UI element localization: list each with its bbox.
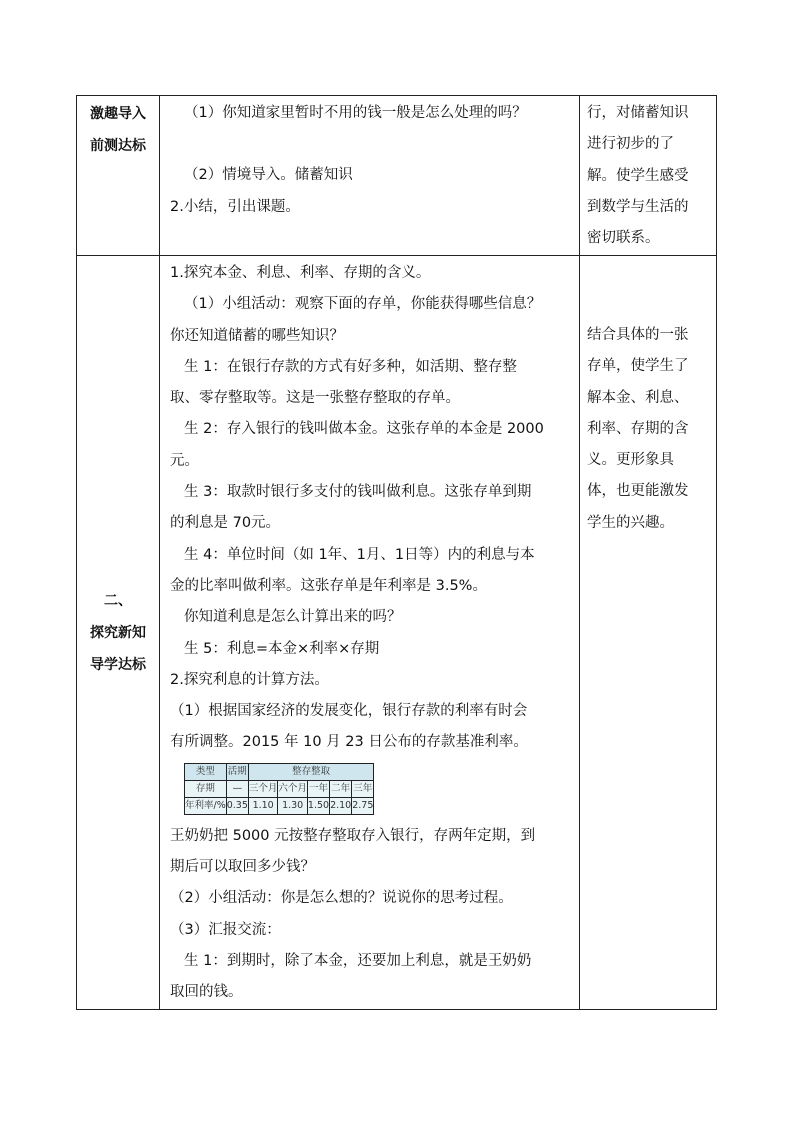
rate-table-row: [185, 763, 374, 780]
content-line: （2）小组活动：你是怎么想的？说说你的思考过程。: [170, 890, 513, 907]
content-line: （1）根据国家经济的发展变化，银行存款的利率有时会: [170, 703, 528, 720]
rate-cell: 2.75: [352, 797, 374, 814]
rate-table-row: [185, 797, 374, 814]
section-1-content-cell: [160, 96, 580, 256]
rate-cell: 三年: [352, 780, 374, 797]
stage-line: 前测达标: [90, 138, 146, 154]
blank-line: [587, 258, 712, 289]
section-2-content-cell: [160, 256, 580, 1010]
stage-line: 导学达标: [90, 657, 146, 674]
content-line: 生 2：存入银行的钱叫做本金。这张存单的本金是 2000: [184, 421, 544, 438]
deposit-rate-image: [184, 763, 573, 815]
rate-cell: 整存整取: [248, 763, 374, 780]
note-line: 结合具体的一张: [587, 327, 689, 343]
content-line: 生 5：利息=本金×利率×存期: [184, 640, 380, 657]
note-line: 到数学与生活的: [587, 198, 689, 215]
rate-cell: 存期: [185, 780, 227, 797]
blank-line: [170, 129, 573, 160]
rate-cell: 活期: [226, 763, 248, 780]
content-line: 王奶奶把 5000 元按整存整取存入银行，存两年定期，到: [170, 827, 536, 844]
content-line: 生 1：到期时，除了本金，还要加上利息，就是王奶奶: [184, 952, 532, 969]
content-line: （2）情境导入。储蓄知识: [184, 167, 353, 184]
content-line: 取、零存整取等。这是一张整存整取的存单。: [170, 390, 460, 407]
lesson-plan-table: [76, 95, 717, 1010]
rate-cell: 年利率/%: [185, 797, 227, 814]
rate-cell: 2.10: [330, 797, 352, 814]
note-line: 存单，使学生了: [587, 358, 689, 375]
deposit-rate-table: [184, 763, 374, 815]
note-line: 行，对储蓄知识: [587, 105, 689, 121]
content-line: 的利息是 70元。: [170, 515, 281, 532]
content-line: 期后可以取回多少钱？: [170, 859, 315, 876]
note-line: 学生的兴趣。: [587, 514, 674, 531]
rate-cell: 1.50: [307, 797, 329, 814]
rate-table-row: [185, 780, 374, 797]
content-line: （1）你知道家里暂时不用的钱一般是怎么处理的吗？: [184, 105, 527, 121]
content-line: 2.探究利息的计算方法。: [170, 671, 329, 688]
section-2-notes-cell: [580, 256, 717, 1010]
rate-cell: 三个月: [248, 780, 278, 797]
content-line: （3）汇报交流：: [170, 921, 281, 938]
note-line: 进行初步的了: [587, 136, 674, 153]
content-line: 你还知道储蓄的哪些知识？: [170, 327, 344, 344]
note-line: 密切联系。: [587, 230, 660, 247]
stage-line: 探究新知: [90, 625, 146, 642]
note-line: 解本金、利息、: [587, 389, 689, 406]
content-line: 金的比率叫做利率。这张存单是年利率是 3.5%。: [170, 577, 487, 594]
rate-cell: —: [226, 780, 248, 797]
blank-line: [587, 289, 712, 320]
note-line: 利率、存期的含: [587, 420, 689, 437]
rate-cell: 1.30: [278, 797, 308, 814]
section-2-stage-cell: [77, 256, 160, 1010]
rate-cell: 0.35: [226, 797, 248, 814]
rate-cell: 二年: [330, 780, 352, 797]
content-line: 1.探究本金、利息、利率、存期的含义。: [170, 265, 431, 281]
note-line: 体，也更能激发: [587, 483, 689, 500]
stage-line: 激趣导入: [90, 106, 146, 122]
rate-cell: 类型: [185, 763, 227, 780]
content-line: 元。: [170, 452, 199, 469]
content-line: 生 3：取款时银行多支付的钱叫做利息。这张存单到期: [184, 484, 532, 501]
section-1-notes-cell: [580, 96, 717, 256]
section-2-row: [77, 256, 717, 1010]
section-1-row: [77, 96, 717, 256]
section-1-stage-cell: [77, 96, 160, 256]
rate-cell: 一年: [307, 780, 329, 797]
content-line: 生 4：单位时间（如 1年、1月、1日等）内的利息与本: [184, 546, 535, 563]
rate-cell: 1.10: [248, 797, 278, 814]
content-line: 你知道利息是怎么计算出来的吗？: [184, 609, 402, 626]
note-line: 解。使学生感受: [587, 167, 689, 184]
content-line: 生 1：在银行存款的方式有好多种，如活期、整存整: [184, 358, 517, 375]
stage-line: 二、: [104, 593, 132, 610]
content-line: 有所调整。2015 年 10 月 23 日公布的存款基准利率。: [170, 734, 528, 751]
content-line: 取回的钱。: [170, 984, 243, 1001]
content-line: 2.小结，引出课题。: [170, 198, 300, 215]
content-line: （1）小组活动：观察下面的存单，你能获得哪些信息？: [184, 296, 542, 313]
rate-cell: 六个月: [278, 780, 308, 797]
note-line: 义。更形象具: [587, 452, 674, 469]
